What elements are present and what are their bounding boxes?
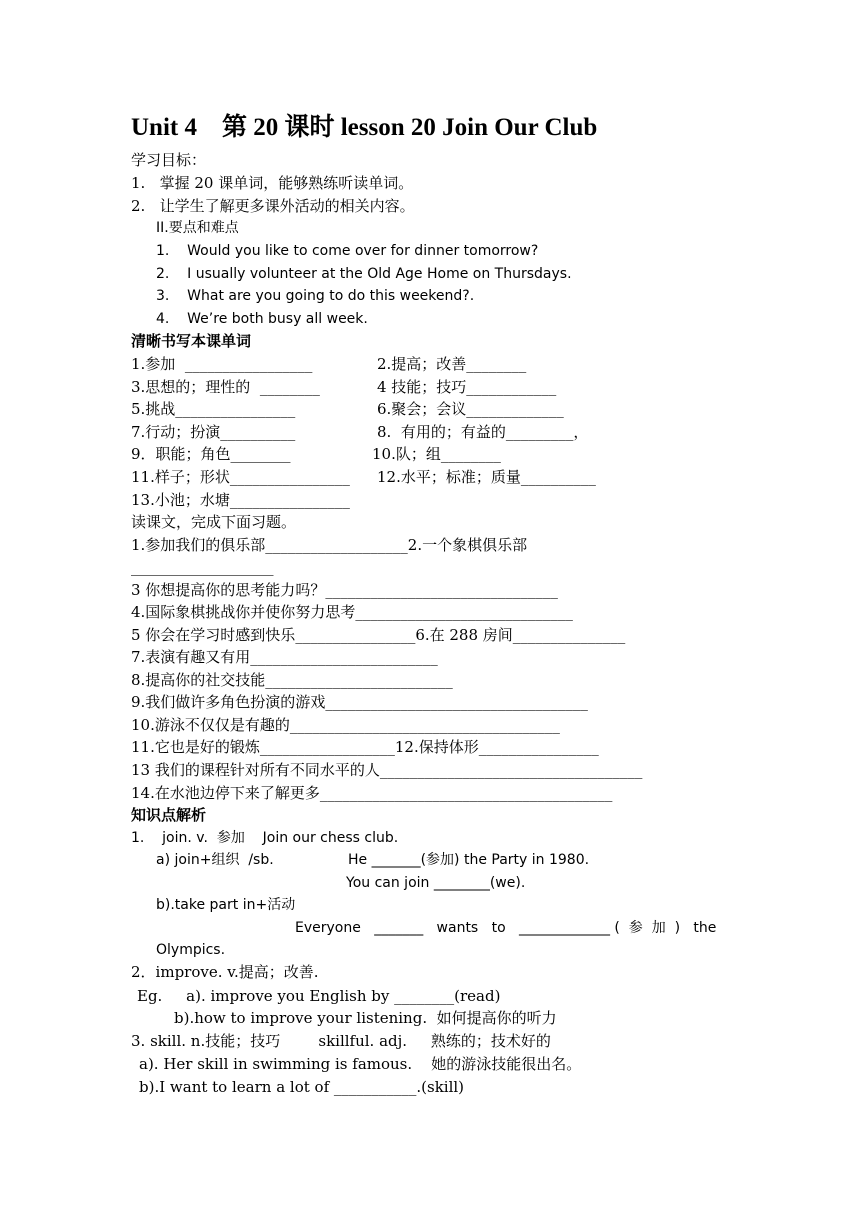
vocab-item: 7.行动；扮演__________ [131,423,296,441]
analysis-skill-b: b).I want to learn a lot of ___________.(skill) [139,1078,465,1096]
key-point-item: 3. What are you going to do this weekend?. [156,288,475,304]
vocab-heading: 清晰书写本课单词 [131,332,252,350]
vocab-item: 1.参加 _________________ [131,355,313,373]
reading-label: 读课文，完成下面习题。 [131,513,297,531]
vocab-item: 6.聚会；会议_____________ [377,400,564,418]
goals-label: 学习目标： [131,151,207,169]
reading-item: 10.游泳不仅仅是有趣的____________________________________ [131,716,560,734]
analysis-improve-b: b).how to improve your listening. 如何提高你的听力 [174,1009,557,1027]
vocab-item: 8. 有用的；有益的_________， [377,423,589,441]
reading-item: ___________________ [131,558,274,576]
reading-item: 13 我们的课程针对所有不同水平的人___________________________________ [131,761,643,779]
vocab-item: 13.小池；水塘________________ [131,491,350,509]
key-point-item: 4. We’re both busy all week. [156,311,368,327]
reading-item: 7.表演有趣又有用_________________________ [131,648,438,666]
reading-item: 14.在水池边停下来了解更多_______________________________________ [131,784,613,802]
key-point-item: 2. I usually volunteer at the Old Age Home on Thursdays. [156,266,572,282]
analysis-improve: 2．improve. v.提高；改善. [131,963,319,981]
analysis-skill-a: a). Her skill in swimming is famous. 她的游泳技能很出名。 [139,1055,582,1073]
reading-item: 5 你会在学习时感到快乐________________6.在 288 房间_______________ [131,626,626,644]
reading-item: 1.参加我们的俱乐部___________________2.一个象棋俱乐部 [131,536,528,554]
goal-item: 1. 掌握 20 课单词，能够熟练听读单词。 [131,174,414,192]
vocab-item: 5.挑战________________ [131,400,296,418]
analysis-improve-a: Eg. a). improve you English by ________(read) [137,987,501,1005]
analysis-heading: 知识点解析 [131,806,207,824]
analysis-join-example: You can join ________(we). [346,875,526,891]
reading-item: 4.国际象棋挑战你并使你努力思考_____________________________ [131,603,573,621]
vocab-item: 12.水平；标准；质量__________ [377,468,596,486]
vocab-item: 4 技能；技巧____________ [377,378,557,396]
vocab-item: 10.队；组________ [372,445,501,463]
reading-item: 3 你想提高你的思考能力吗？_______________________________ [131,581,558,599]
analysis-join-a: a) join+组织 /sb. [156,852,274,868]
reading-item: 9.我们做许多角色扮演的游戏___________________________________ [131,693,588,711]
vocab-item: 3.思想的；理性的 ________ [131,378,320,396]
vocab-item: 11.样子；形状________________ [131,468,350,486]
key-points-label: II.要点和难点 [156,220,239,236]
analysis-join-b: b).take part in+活动 [156,897,296,913]
key-point-item: 1. Would you like to come over for dinner tomorrow? [156,243,539,259]
analysis-skill: 3. skill. n.技能；技巧 skillful. adj. 熟练的；技术好的 [131,1032,551,1050]
analysis-join: 1. join. v. 参加 Join our chess club. [131,830,399,846]
analysis-join-example: He _______(参加) the Party in 1980. [348,852,590,868]
page-title: Unit 4 第 20 课时 lesson 20 Join Our Club [131,114,598,141]
goal-item: 2. 让学生了解更多课外活动的相关内容。 [131,197,415,215]
analysis-join-example-cont: Olympics. [156,942,226,958]
reading-item: 11.它也是好的锻炼__________________12.保持体形________________ [131,738,599,756]
reading-item: 8.提高你的社交技能_________________________ [131,671,453,689]
analysis-join-example: Everyone _______ wants to _____________ ( 参 加 ) the [295,920,717,936]
vocab-item: 2.提高；改善________ [377,355,527,373]
vocab-item: 9．职能；角色________ [131,445,291,463]
